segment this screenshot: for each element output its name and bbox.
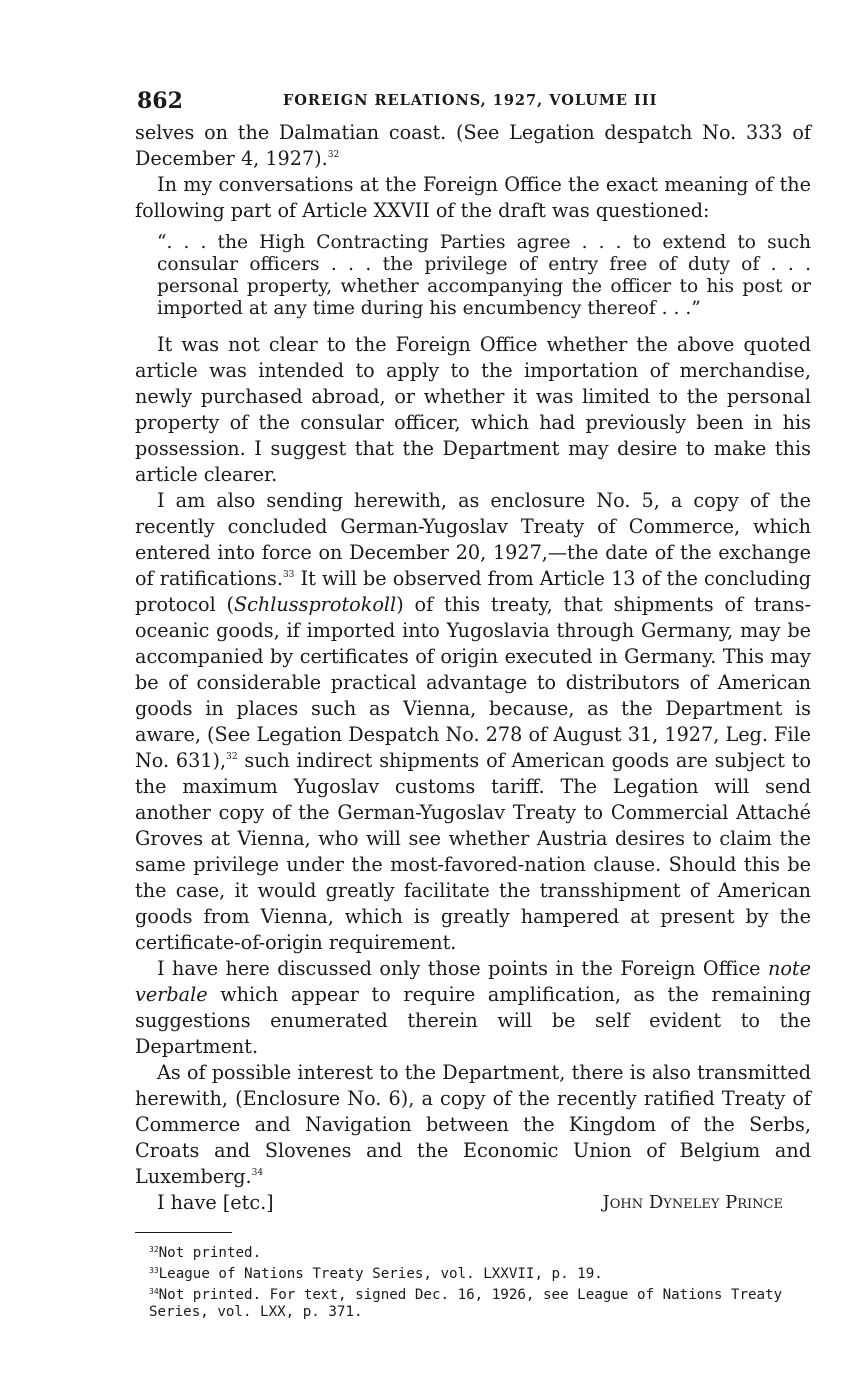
page-header [135,84,811,120]
footnote-ref: 32 [226,752,238,762]
footnote: $^{34}$Not printed. For text, signed Dec. 16, 1926, see League of Nations Treaty Series, vol. LXX, p. 371. [149,1287,783,1320]
document-page [135,84,811,1321]
paragraph-4: I am also sending herewith, as enclosure No. 5, a copy of the recently concluded German-Yugoslav Treaty of Commerce, which entered into force on December 20, 1927,—the date of the exchange of ratifications.$^{33}$ It will be observed from Article 13 of the concluding protocol (Schlussprotokoll) of this treaty, that shipments of trans-oceanic goods, if imported into Yugoslavia through Germany, may be accompanied by certificates of origin executed in Germany. This may be of considerable practical advantage to distributors of American goods in places such as Vienna, because, as the Department is aware, (See Legation Despatch No. 278 of August 31, 1927, Leg. File No. 631),$^{32}$ such indirect shipments of American goods are subject to the maximum Yugoslav customs tariff. The Legation will send another copy of the German-Yugoslav Treaty to Commercial Attaché Groves at Vienna, who will see whether Austria desires to claim the same privilege under the most-favored-nation clause. Should this be the case, it would greatly facilitate the transshipment of American goods from Vienna, which is greatly hampered at present by the certificate-of-origin requirement. [135,489,811,954]
paragraph-3: It was not clear to the Foreign Office whether the above quoted article was intended to apply to the importation of merchandise, newly purchased abroad, or whether it was limited to the personal property of the consular officer, which had previously been in his possession. I suggest that the Department may desire to make this article clearer. [135,333,811,486]
closing: I have [etc.] [157,1191,274,1214]
paragraph-5: I have here discussed only those points in the Foreign Office note verbale which appear to require amplification, as the remaining suggestions enumerated therein will be self evident to the Department. [135,957,811,1058]
signoff [135,1190,811,1218]
footnote: $^{32}$Not printed. [149,1245,262,1261]
footnote-divider [135,1232,232,1233]
block-quote: “. . . the High Contracting Parties agree . . . to extend to such consular officers . . . the privilege of entry free of duty of . . . personal property, whether accompanying the officer to his post or imported at any time during his encumbency thereof . . .” [157,232,811,319]
italic-term: Schlussprotokoll [234,593,397,616]
page-number: 862 [137,88,183,114]
footnote-ref: 34 [251,1168,264,1178]
italic-term: note verbale [135,957,811,1006]
footnote-ref: 32 [327,150,340,160]
footnote-ref: 33 [282,570,295,580]
signature-name: John Dyneley Prince [602,1192,783,1213]
paragraph-6: As of possible interest to the Department, there is also transmitted herewith, (Enclosure No. 6), a copy of the recently ratified Treaty of Commerce and Navigation between the Kingdom of the Serbs, Croats and Slovenes and the Economic Union of Belgium and Luxemberg.$^{34}$ [135,1061,811,1188]
running-title: FOREIGN RELATIONS, 1927, VOLUME III [283,92,658,109]
paragraph-1: selves on the Dalmatian coast. (See Legation despatch No. 333 of December 4, 1927).$^{32}$ [135,121,811,170]
paragraph-2: In my conversations at the Foreign Office the exact meaning of the following part of Article XXVII of the draft was questioned: [135,173,811,222]
footnote: $^{33}$League of Nations Treaty Series, vol. LXXVII, p. 19. [149,1266,603,1282]
